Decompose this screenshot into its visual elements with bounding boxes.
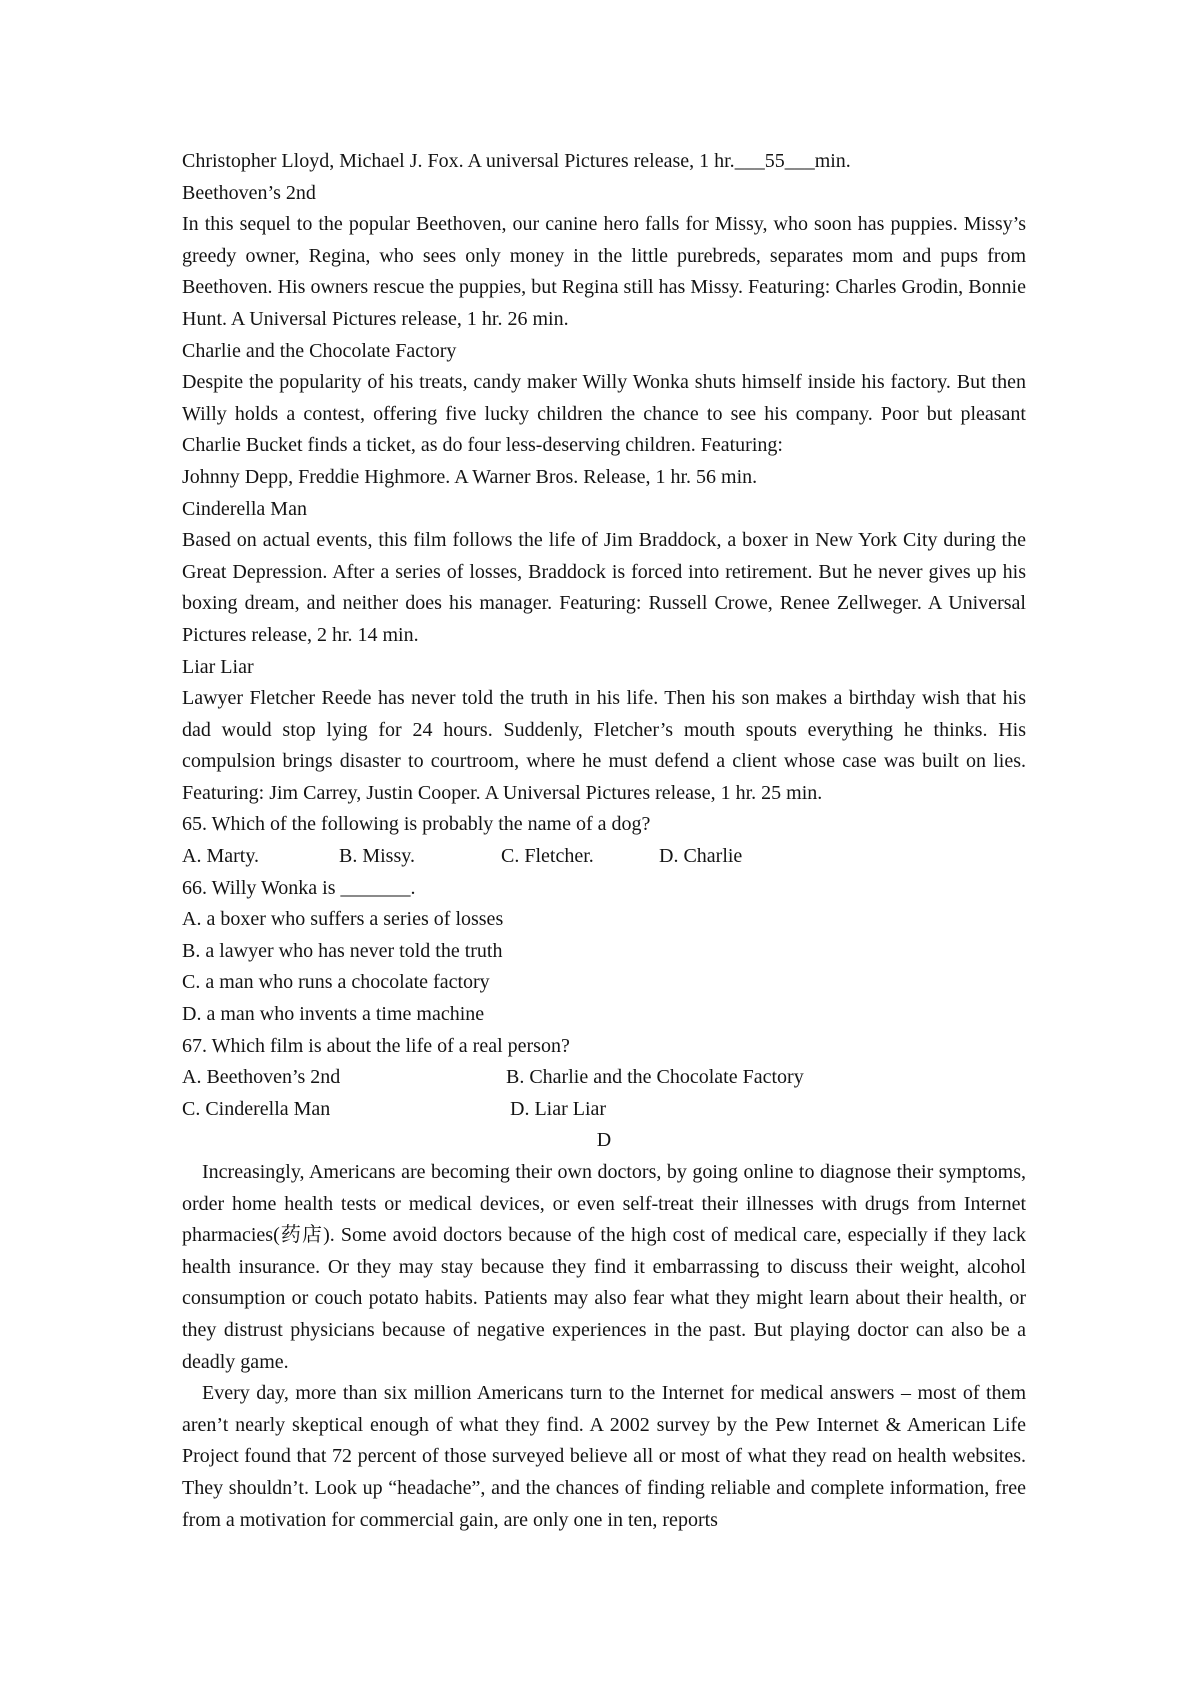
- option: C. Fletcher.: [501, 845, 594, 868]
- option: B. Missy.: [339, 845, 415, 868]
- bttf-credits-prefix: Christopher Lloyd, Michael J. Fox. A universal Pictures release, 1 hr.: [182, 150, 735, 172]
- question-options: [182, 1094, 1026, 1126]
- runtime-minutes: 55: [764, 150, 785, 172]
- bttf-credits-line: [182, 146, 1026, 178]
- option: A. Marty.: [182, 845, 260, 868]
- question-stem: 66. Willy Wonka is _______.: [182, 876, 416, 899]
- option: C. a man who runs a chocolate factory: [182, 971, 490, 994]
- question-stem: 65. Which of the following is probably the name of a dog?: [182, 813, 651, 836]
- movie-title: Charlie and the Chocolate Factory: [182, 339, 457, 362]
- blank-2: ___: [784, 150, 815, 172]
- option: C. Cinderella Man: [182, 1097, 331, 1120]
- movie-title: Cinderella Man: [182, 497, 307, 520]
- option: A. a boxer who suffers a series of losses: [182, 908, 504, 931]
- movie-credits: Johnny Depp, Freddie Highmore. A Warner Bros. Release, 1 hr. 56 min.: [182, 465, 758, 488]
- movie-title: Liar Liar: [182, 655, 254, 678]
- document-page: [182, 146, 1026, 1536]
- bttf-credits-suffix: min.: [814, 150, 851, 172]
- section-heading: D: [596, 1129, 612, 1152]
- question-options: [182, 841, 1026, 873]
- question-options: [182, 1062, 1026, 1094]
- movie-description: Lawyer Fletcher Reede has never told the truth in his life. Then his son makes a birthday wish that his dad would stop lying for 24 hours. Suddenly, Fletcher’s mouth spouts everything he thinks. His compulsion brings disaster to courtroom, where he must defend a client whose case was built on lies. Featuring: Jim Carrey, Justin Cooper. A Universal Pictures release, 1 hr. 25 min.: [182, 687, 1026, 804]
- passage-paragraph: Increasingly, Americans are becoming their own doctors, by going online to diagnose their symptoms, order home health tests or medical devices, or even self-treat their illnesses with drugs from Internet pharmacies(药店). Some avoid doctors because of the high cost of medical care, especially if they lack health insurance. Or they may stay because they find it embarrassing to discuss their weight, alcohol consumption or couch potato habits. Patients may also fear what they might learn about their health, or they distrust physicians because of negative experiences in the past. But playing doctor can also be a deadly game.: [182, 1161, 1026, 1373]
- option: D. a man who invents a time machine: [182, 1003, 485, 1026]
- option: B. a lawyer who has never told the truth: [182, 939, 503, 962]
- question-stem: 67. Which film is about the life of a real person?: [182, 1034, 570, 1057]
- blank-1: ___: [734, 150, 765, 172]
- option: A. Beethoven’s 2nd: [182, 1066, 341, 1089]
- movie-description: Despite the popularity of his treats, candy maker Willy Wonka shuts himself inside his factory. But then Willy holds a contest, offering five lucky children the chance to see his company. Poor but pleasant Charlie Bucket finds a ticket, as do four less-deserving children. Featuring:: [182, 371, 1026, 457]
- movie-title: Beethoven’s 2nd: [182, 181, 316, 204]
- option: B. Charlie and the Chocolate Factory: [506, 1066, 804, 1089]
- movie-description: In this sequel to the popular Beethoven, our canine hero falls for Missy, who soon has puppies. Missy’s greedy owner, Regina, who sees only money in the little purebreds, separates mom and pups from Beethoven. His owners rescue the puppies, but Regina still has Missy. Featuring: Charles Grodin, Bonnie Hunt. A Universal Pictures release, 1 hr. 26 min.: [182, 213, 1026, 330]
- passage-paragraph: Every day, more than six million Americans turn to the Internet for medical answers – most of them aren’t nearly skeptical enough of what they find. A 2002 survey by the Pew Internet & American Life Project found that 72 percent of those surveyed believe all or most of what they read on health websites. They shouldn’t. Look up “headache”, and the chances of finding reliable and complete information, free from a motivation for commercial gain, are only one in ten, reports: [182, 1382, 1026, 1531]
- option: D. Liar Liar: [510, 1097, 607, 1120]
- option: D. Charlie: [659, 845, 743, 868]
- movie-description: Based on actual events, this film follows the life of Jim Braddock, a boxer in New York City during the Great Depression. After a series of losses, Braddock is forced into retirement. But he never gives up his boxing dream, and neither does his manager. Featuring: Russell Crowe, Renee Zellweger. A Universal Pictures release, 2 hr. 14 min.: [182, 529, 1026, 646]
